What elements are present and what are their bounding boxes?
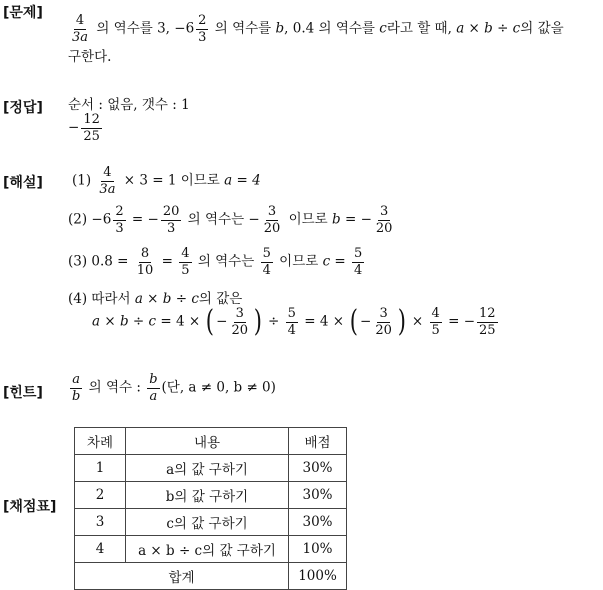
explanation-step4-equation: a × b ÷ c = 4 × ( − $\frac{3}{20}$ ) ÷ $\frac{5}{4}$ = 4 × ( − $\frac{3}{20}$ ) × $\frac{4}{5}$ = − $\frac{12}{25}$ bbox=[92, 304, 496, 340]
table-row: 2 b의 값 구하기 30% bbox=[75, 482, 347, 509]
rubric-header: [채점표] bbox=[3, 499, 57, 515]
answer-order: 순서 : 없음, 갯수 : 1 bbox=[68, 97, 190, 113]
table-row: 1 a의 값 구하기 30% bbox=[75, 455, 347, 482]
rubric-total-label: 합계 bbox=[75, 563, 289, 590]
rubric-total-row bbox=[75, 563, 347, 590]
problem-header: [문제] bbox=[3, 5, 43, 21]
rubric-header-row bbox=[75, 428, 347, 455]
explanation-step3: (3) 0.8 = $\frac{8}{10}$ = $\frac{4}{5}$ 의 역수는 $\frac{5}{4}$ 이므로 c = $\frac{5}{4}$ bbox=[68, 246, 363, 278]
rubric-col-content: 내용 bbox=[126, 428, 289, 455]
answer-header: [정답] bbox=[3, 100, 43, 116]
explanation-step1: (1) $\frac{4}{3a}$ × 3 = 1 이므로 a = 4 bbox=[72, 165, 261, 197]
rubric-table bbox=[74, 427, 347, 590]
rubric-col-score: 배점 bbox=[289, 428, 347, 455]
hint-line: $\frac{a}{b}$ 의 역수 : $\frac{b}{a}$ (단, a ≠ 0, b ≠ 0) bbox=[72, 372, 276, 404]
hint-header: [힌트] bbox=[3, 385, 43, 401]
rubric-col-no: 차례 bbox=[75, 428, 126, 455]
problem-fraction: $\frac{4}{3a}$ bbox=[72, 13, 89, 45]
table-row: 4 a × b ÷ c의 값 구하기 10% bbox=[75, 536, 347, 563]
problem-line2: 구한다. bbox=[68, 49, 112, 65]
explanation-step2: (2) −6 $\frac{2}{3}$ = − $\frac{20}{3}$ 의 역수는 − $\frac{3}{20}$ 이므로 b = − $\frac{3}{20}$ bbox=[68, 204, 393, 236]
rubric-total-score: 100% bbox=[289, 563, 347, 590]
explanation-step4: (4) 따라서 a × b ÷ c의 값은 bbox=[68, 291, 243, 307]
answer-value: − $\frac{12}{25}$ bbox=[68, 112, 100, 144]
explanation-header: [해설] bbox=[3, 175, 43, 191]
table-row: 3 c의 값 구하기 30% bbox=[75, 509, 347, 536]
problem-line1: $\frac{4}{3a}$ 의 역수를 3, −6 $\frac{2}{3}$ 의 역수를 b, 0.4 의 역수를 c라고 할 때, a × b ÷ c의 값을 bbox=[72, 13, 564, 45]
